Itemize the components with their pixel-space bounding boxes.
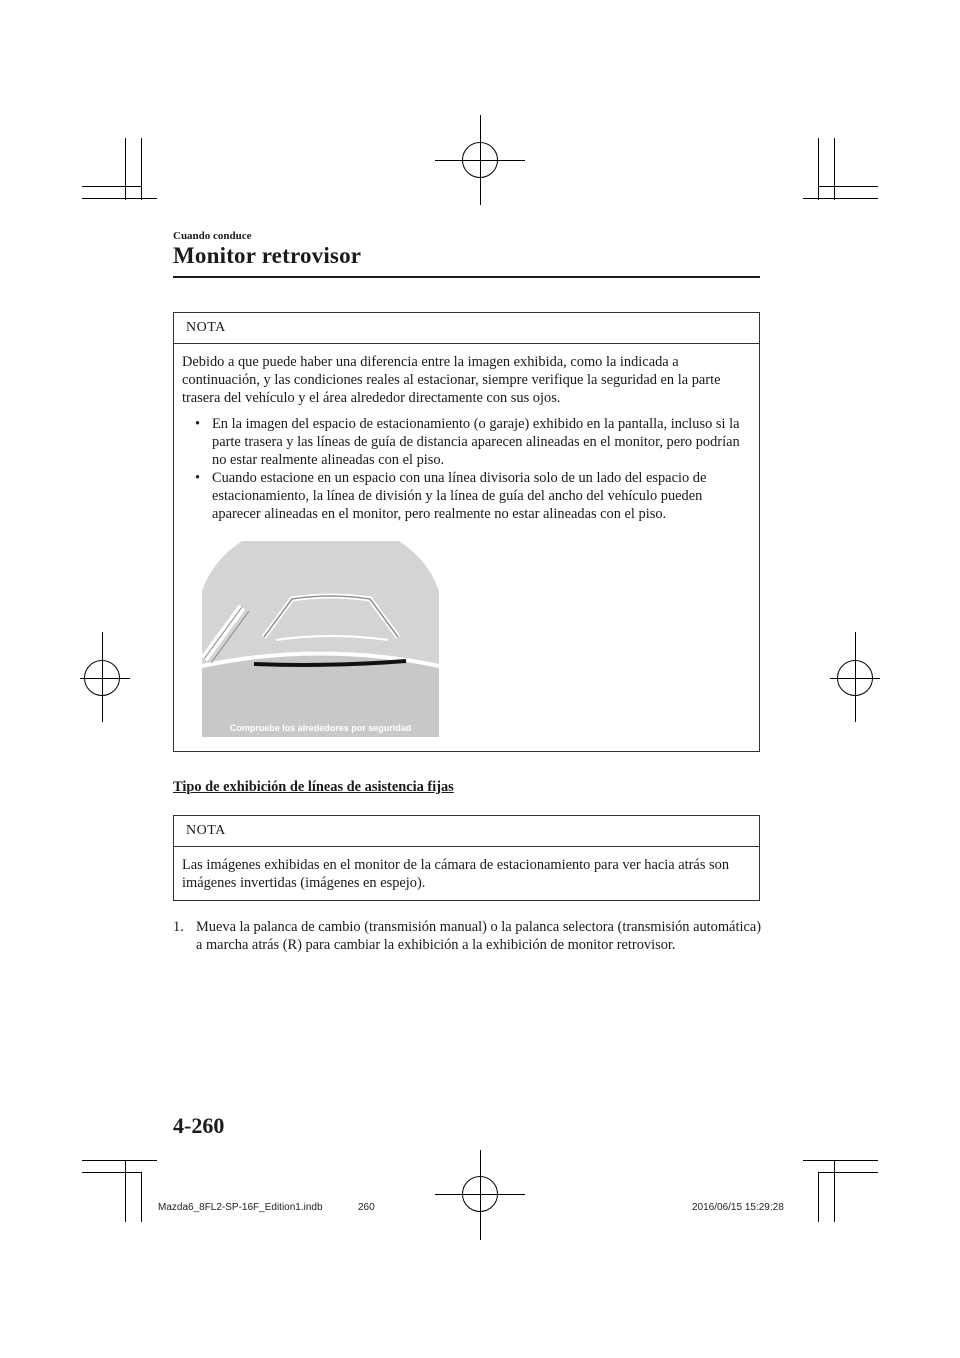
note-header xyxy=(174,816,759,847)
note-bullet xyxy=(182,469,747,523)
step-number: 1. xyxy=(173,919,184,935)
note-box-1 xyxy=(173,312,760,752)
note-bullet xyxy=(182,415,747,469)
note-paragraph: Debido a que puede haber una diferencia entre la imagen exhibida, como la indicada a continuación, y las condiciones reales al estacionar, siempre verifique la seguridad en la parte trasera del vehículo y el área alrededor directamente con sus ojos. xyxy=(182,354,721,406)
note-label: NOTA xyxy=(186,823,226,838)
bullet-text: Cuando estacione en un espacio con una línea divisoria solo de un lado del espacio de estacionamiento, la línea de división y la línea de guía del ancho del vehículo pueden aparecer alineadas en el monitor, pero realmente no estar alineadas con el piso. xyxy=(212,470,707,522)
footer-timestamp: 2016/06/15 15:29:28 xyxy=(692,1202,784,1213)
note-header xyxy=(174,313,759,344)
page-title: Monitor retrovisor xyxy=(173,243,362,268)
title-divider xyxy=(173,276,760,278)
figure-caption: Compruebe los alrededores por seguridad xyxy=(229,723,412,733)
step-text: Mueva la palanca de cambio (transmisión manual) o la palanca selectora (transmisión automática) a marcha atrás (R) para cambiar la exhibición a la exhibición de monitor retrovisor. xyxy=(196,919,762,953)
bullet-text: En la imagen del espacio de estacionamiento (o garaje) exhibido en la pantalla, incluso si la parte trasera y las líneas de guía de distancia aparecen alineadas en el monitor, pero podrían no estar realmente alineadas con el piso. xyxy=(212,416,740,468)
footer-file: Mazda6_8FL2-SP-16F_Edition1.indb xyxy=(158,1202,323,1213)
bullet-symbol: • xyxy=(195,470,201,486)
camera-view-graphic xyxy=(202,541,439,737)
note-box-2 xyxy=(173,815,760,901)
bullet-symbol: • xyxy=(195,416,201,432)
footer-sheet: 260 xyxy=(358,1202,375,1213)
section-label: Cuando conduce xyxy=(173,230,252,242)
note-paragraph: Las imágenes exhibidas en el monitor de la cámara de estacionamiento para ver hacia atrás son imágenes invertidas (imágenes en espejo). xyxy=(182,857,730,891)
rear-camera-illustration xyxy=(202,541,439,737)
page-number: 4-260 xyxy=(173,1113,225,1138)
note-body xyxy=(174,344,759,523)
subheading: Tipo de exhibición de líneas de asistencia fijas xyxy=(173,779,454,795)
instruction-step xyxy=(173,918,763,954)
note-label: NOTA xyxy=(186,320,226,335)
